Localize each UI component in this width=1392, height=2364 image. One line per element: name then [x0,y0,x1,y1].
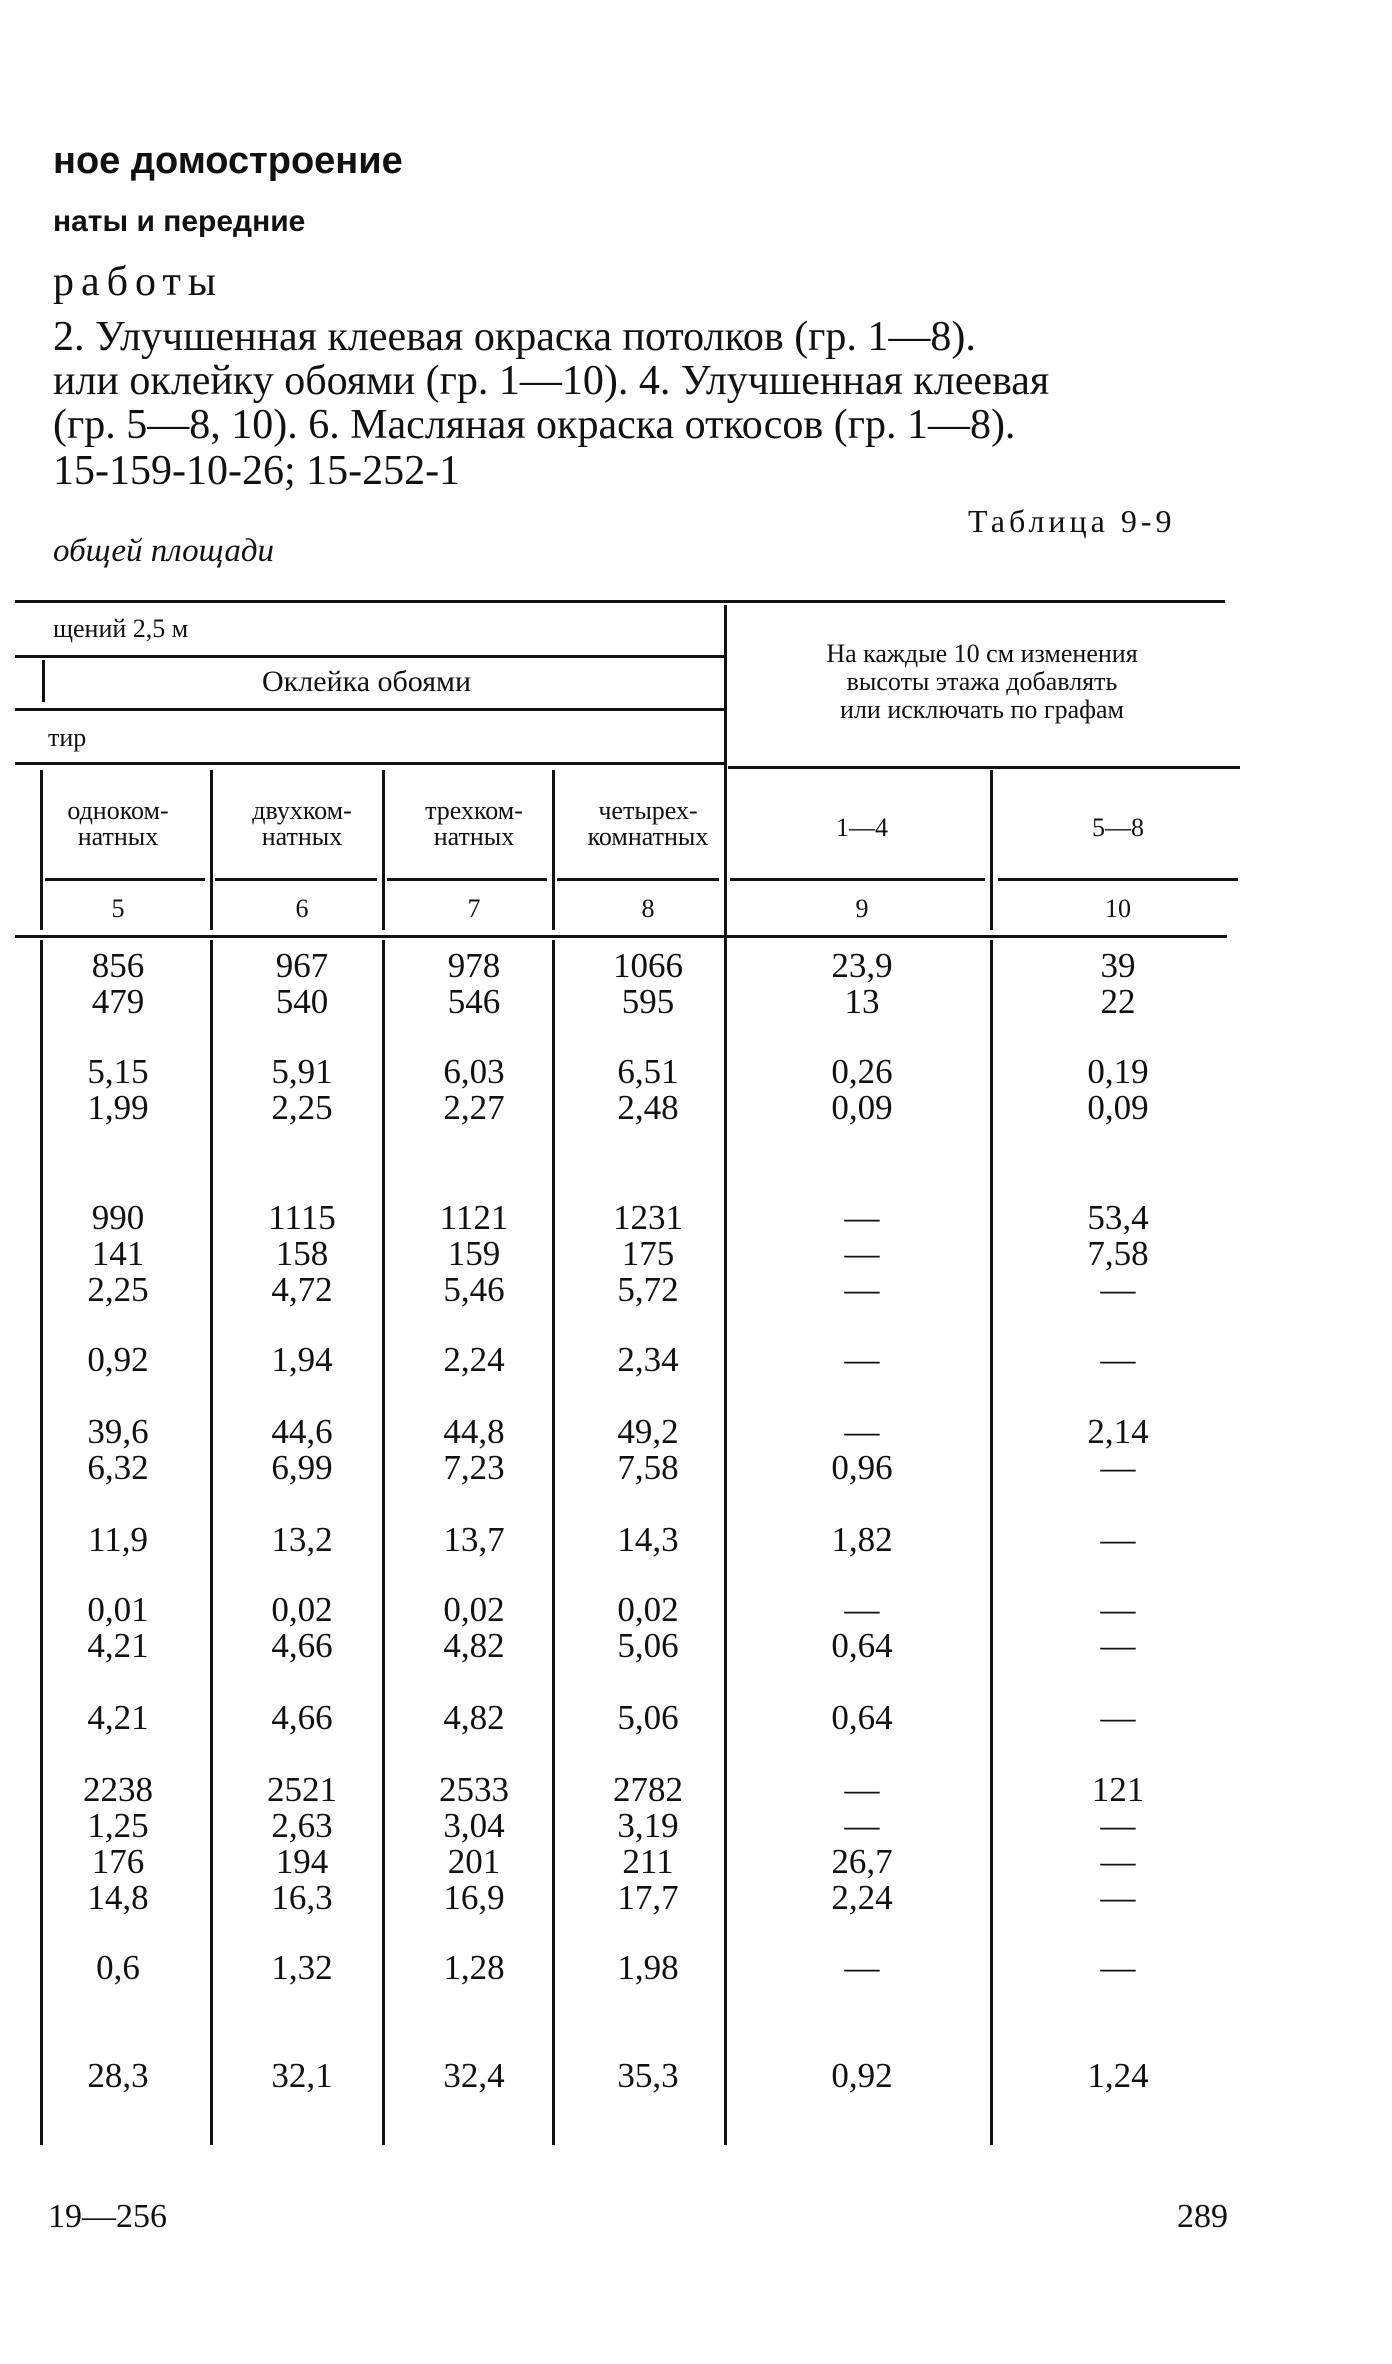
table-cell: 7,58 [617,1448,679,1487]
paragraph-line: 2. Улучшенная клеевая окраска потолков (гр. 1—8). [53,314,976,360]
table-cell: — [1100,1698,1136,1737]
table-cell: 2533 [439,1770,509,1809]
table-cell: — [1100,1520,1136,1559]
table-cell: 2,14 [1087,1412,1149,1451]
right-header-line: или исключать по графам [840,695,1124,724]
table-cell: 39,6 [87,1412,149,1451]
table-cell: 2,24 [443,1340,505,1379]
table-cell: 1,99 [87,1088,149,1127]
section-heading: ное домостроение [53,140,403,182]
table-cell: 2,25 [271,1088,333,1127]
table-cell: 967 [275,946,329,985]
column-header-line: 1—4 [836,813,888,842]
table-cell: 0,02 [617,1590,679,1629]
table-rule [728,766,1240,769]
table-cell: 3,04 [443,1806,505,1845]
table-cell: 1,82 [831,1520,893,1559]
table-cell: 990 [91,1198,145,1237]
table-top-rule [15,600,1225,603]
table-cell: — [844,1198,880,1237]
table-cell: 159 [447,1234,501,1273]
table-cell: 595 [621,982,675,1021]
subsection-heading: наты и передние [53,205,306,238]
table-cell: — [844,1806,880,1845]
table-cell: 6,51 [617,1052,679,1091]
table-cell: 13 [844,982,880,1021]
table-cell: 0,09 [1087,1088,1149,1127]
table-cell: 22 [1100,982,1136,1021]
table-divider [998,878,1238,881]
table-cell: 546 [447,982,501,1021]
table-cell: — [844,1770,880,1809]
table-cell: 3,19 [617,1806,679,1845]
right-header-line: На каждые 10 см изменения [826,639,1138,668]
table-cell: 4,66 [271,1698,333,1737]
table-cell: — [844,1590,880,1629]
right-header-line: высоты этажа добавлять [846,667,1118,696]
column-header-line: натных [433,822,515,851]
table-cell: 0,01 [87,1590,149,1629]
table-rule [15,762,725,765]
column-header-line: трехком- [425,796,523,825]
table-cell: 6,03 [443,1052,505,1091]
works-heading: работы [53,259,224,305]
table-cell: — [1100,1806,1136,1845]
table-cell: 2238 [83,1770,153,1809]
column-header-line: одноком- [67,796,169,825]
table-divider [210,770,213,930]
table-cell: 540 [275,982,329,1021]
table-cell: 0,09 [831,1088,893,1127]
table-cell: 49,2 [617,1412,679,1451]
table-cell: 7,58 [1087,1234,1149,1273]
column-header [389,798,559,850]
table-cell: 211 [622,1842,674,1881]
column-number: 10 [1105,894,1131,923]
table-cell: 4,66 [271,1626,333,1665]
table-cell: 23,9 [831,946,893,985]
table-cell: 16,9 [443,1878,505,1917]
table-cell: 5,06 [617,1626,679,1665]
table-divider [215,878,377,881]
table-cell: 1115 [268,1198,336,1237]
table-cell: 2,24 [831,1878,893,1917]
table-cell: 158 [275,1234,329,1273]
table-caption: Таблица 9-9 [968,503,1176,539]
table-cell: — [1100,1626,1136,1665]
table-cell: — [1100,1842,1136,1881]
table-cell: 5,15 [87,1052,149,1091]
table-cell: 194 [275,1842,329,1881]
column-header [217,798,387,850]
table-cell: 5,06 [617,1698,679,1737]
table-cell: 6,32 [87,1448,149,1487]
table-cell: 26,7 [831,1842,893,1881]
table-divider [990,940,993,2145]
table-cell: 121 [1091,1770,1145,1809]
table-cell: 0,92 [87,1340,149,1379]
table-cell: 44,6 [271,1412,333,1451]
table-cell: 2,25 [87,1270,149,1309]
table-cell: 1066 [613,946,683,985]
table-cell: 53,4 [1087,1198,1149,1237]
table-divider [552,770,555,930]
table-cell: 0,19 [1087,1052,1149,1091]
table-cell: 5,72 [617,1270,679,1309]
column-header-line: 5—8 [1092,813,1144,842]
table-cell: 4,72 [271,1270,333,1309]
header-bottom-rule [15,935,1227,938]
tip-label: тир [48,723,87,752]
table-cell: 39 [1100,946,1136,985]
right-header [742,640,1222,724]
column-header [742,815,982,841]
table-divider [382,940,385,2145]
table-cell: 13,2 [271,1520,333,1559]
table-cell: 35,3 [617,2056,679,2095]
table-cell: 7,23 [443,1448,505,1487]
table-cell: 0,96 [831,1448,893,1487]
table-cell: 978 [447,946,501,985]
column-number: 5 [111,894,125,923]
column-number: 8 [641,894,655,923]
table-cell: 4,21 [87,1626,149,1665]
table-divider [557,878,719,881]
table-cell: 32,1 [271,2056,333,2095]
table-cell: 0,26 [831,1052,893,1091]
column-number: 7 [467,894,481,923]
page-number: 289 [1177,2198,1228,2235]
table-cell: 5,46 [443,1270,505,1309]
table-cell: — [1100,1448,1136,1487]
table-top-left-label: щений 2,5 м [53,614,189,643]
column-header-line: натных [261,822,343,851]
column-header-line: комнатных [587,822,709,851]
column-header-line: двухком- [252,796,352,825]
table-rule [15,655,725,658]
column-header [998,815,1238,841]
table-cell: 0,02 [271,1590,333,1629]
table-cell: 11,9 [88,1520,148,1559]
table-cell: — [1100,1270,1136,1309]
table-cell: 176 [91,1842,145,1881]
table-cell: 28,3 [87,2056,149,2095]
table-cell: 1,32 [271,1948,333,1987]
table-cell: 16,3 [271,1878,333,1917]
table-cell: 856 [91,946,145,985]
paragraph-line: или оклейку обоями (гр. 1—10). 4. Улучшенная клеевая [53,358,1050,404]
table-divider [210,940,213,2145]
table-cell: 2,63 [271,1806,333,1845]
table-cell: 1,24 [1087,2056,1149,2095]
table-cell: 1,28 [443,1948,505,1987]
table-cell: 1,98 [617,1948,679,1987]
table-divider [730,878,985,881]
table-cell: — [1100,1590,1136,1629]
table-cell: 2,48 [617,1088,679,1127]
table-divider [387,878,547,881]
table-cell: — [844,1948,880,1987]
table-cell: 0,6 [96,1948,140,1987]
wallpaper-header: Оклейка обоями [262,665,472,698]
table-cell: 479 [91,982,145,1021]
table-cell: 141 [91,1234,145,1273]
footer-code: 19—256 [48,2198,167,2235]
table-cell: 44,8 [443,1412,505,1451]
table-cell: — [844,1340,880,1379]
table-cell: 4,82 [443,1698,505,1737]
table-cell: 201 [447,1842,501,1881]
column-header [563,798,733,850]
table-divider [724,770,727,930]
table-cell: 1,94 [271,1340,333,1379]
table-divider [40,770,43,930]
table-cell: 0,02 [443,1590,505,1629]
table-cell: 17,7 [617,1878,679,1917]
table-cell: 0,92 [831,2056,893,2095]
table-cell: 2782 [613,1770,683,1809]
column-header-line: четырех- [598,796,698,825]
table-cell: 4,82 [443,1626,505,1665]
table-cell: 32,4 [443,2056,505,2095]
table-cell: 14,3 [617,1520,679,1559]
table-cell: 0,64 [831,1698,893,1737]
table-cell: — [844,1270,880,1309]
table-divider [382,770,385,930]
table-divider [990,770,993,930]
table-cell: 175 [621,1234,675,1273]
column-header-line: натных [77,822,159,851]
column-header [33,798,203,850]
table-cell: 4,21 [87,1698,149,1737]
table-cell: — [1100,1948,1136,1987]
table-cell: 2,34 [617,1340,679,1379]
table-cell: 6,99 [271,1448,333,1487]
table-cell: — [844,1412,880,1451]
column-number: 9 [855,894,869,923]
italic-label: общей площади [53,533,275,569]
table-cell: 1231 [613,1198,683,1237]
table-cell: — [1100,1340,1136,1379]
table-divider [42,660,45,702]
column-number: 6 [295,894,309,923]
table-cell: 2,27 [443,1088,505,1127]
table-divider [45,878,205,881]
table-cell: 0,64 [831,1626,893,1665]
table-cell: 1,25 [87,1806,149,1845]
table-cell: 14,8 [87,1878,149,1917]
table-cell: 1121 [439,1198,509,1237]
table-cell: — [1100,1878,1136,1917]
table-cell: 13,7 [443,1520,505,1559]
paragraph-line: (гр. 5—8, 10). 6. Масляная окраска откосов (гр. 1—8). [53,402,1016,448]
table-cell: 2521 [267,1770,337,1809]
paragraph-line: 15-159-10-26; 15-252-1 [53,448,461,494]
table-rule [15,708,725,711]
table-cell: 5,91 [271,1052,333,1091]
table-cell: — [844,1234,880,1273]
